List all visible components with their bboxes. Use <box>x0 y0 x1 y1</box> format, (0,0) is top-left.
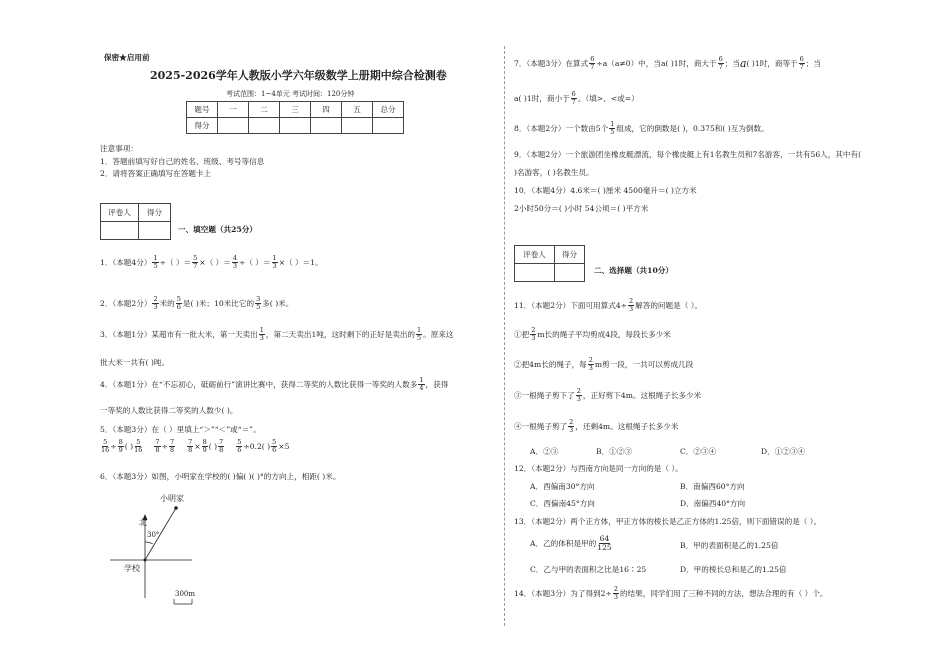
q-text: ②把4m长的绳子，每 <box>514 359 587 369</box>
q-text: ÷a（a≠0）中，当a( )1时，商大于 <box>596 58 717 68</box>
fraction: $\frac{5}{16}$ <box>101 438 110 454</box>
secret-label: 保密★启用前 <box>104 53 150 62</box>
q-text: ，第二天卖出1吨，这时剩下的正好是卖出的 <box>265 329 416 339</box>
q-text: ，正好剪下4m。这根绳子长多少米 <box>582 390 702 400</box>
grader-label: 评卷人 <box>101 204 139 222</box>
option-3 <box>514 388 701 402</box>
column-divider <box>504 46 505 626</box>
q-text: A．乙的体积是甲的 <box>530 538 597 548</box>
score-cell[interactable] <box>311 118 342 134</box>
choice-a[interactable]: A．西偏南30°方向 <box>530 482 595 491</box>
choice-c[interactable]: C．乙与甲的表面积之比是16∶25 <box>530 565 647 574</box>
fraction: $\frac{8}{9}$ <box>118 438 123 454</box>
map-school-label: 学校 <box>124 564 140 573</box>
direction-map <box>100 488 240 610</box>
notes-title: 注意事项： <box>100 144 138 153</box>
question-7-cont <box>514 91 639 105</box>
choice-d[interactable]: D．①②③④ <box>761 447 806 456</box>
q-text: ，获得 <box>425 379 449 389</box>
score-cell: 二 <box>249 102 280 118</box>
score-cell[interactable] <box>249 118 280 134</box>
choice-b[interactable]: B．南偏西60°方向 <box>680 482 745 491</box>
q-text: 多( )米。 <box>262 298 294 308</box>
question-1 <box>100 255 323 269</box>
fraction: $\frac{6}{7}$ <box>799 55 804 71</box>
question-6: 6．（本题3分）如图，小明家在学校的( )偏( )( )°的方向上，相距( )米。 <box>100 472 341 481</box>
q-text: ( )1时，商等于 <box>746 58 798 68</box>
question-12: 12．（本题2分）与西南方向是同一方向的是（ ）。 <box>514 464 683 473</box>
section-title: 一、填空题（共25分） <box>178 225 257 234</box>
q-text: 解答的问题是（ ）。 <box>635 300 703 310</box>
choice-b[interactable]: B．甲的表面积是乙的1.25倍 <box>680 541 779 550</box>
score-cell: 得分 <box>187 118 218 134</box>
question-5-items <box>100 439 289 453</box>
q-text: ①把 <box>514 329 530 339</box>
fraction: $\frac{1}{4}$ <box>419 376 424 392</box>
q-text: 是( )米；10米比它的 <box>182 298 255 308</box>
grader-label: 得分 <box>139 204 171 222</box>
question-7 <box>514 56 821 70</box>
angle-arc <box>145 542 153 544</box>
q-text: a <box>739 56 747 70</box>
choice-d[interactable]: D．南偏西40°方向 <box>680 499 746 508</box>
q-text: 1．（本题4分） <box>100 257 152 267</box>
q-text: 11．（本题2分）下面可用算式4÷ <box>514 300 628 310</box>
fraction: $\frac{2}{3}$ <box>613 585 618 601</box>
fraction: $\frac{7}{8}$ <box>188 438 193 454</box>
q-text: ③一根绳子剪下了 <box>514 390 575 400</box>
q-text: ，还剩4m。这根绳子长多少米 <box>575 421 679 431</box>
q-text: ④一根绳子剪了 <box>514 421 568 431</box>
choice-a[interactable]: A．②③ <box>530 447 559 456</box>
fraction: $\frac{1}{5}$ <box>417 326 422 342</box>
q-text: m剪一段，一共可以剪成几段 <box>594 359 694 369</box>
option-1 <box>514 327 671 341</box>
q-text: 2．（本题2分） <box>100 298 152 308</box>
question-4-cont: 一等奖的人数比获得二等奖的人数少( )。 <box>100 406 238 415</box>
school-point <box>144 559 147 562</box>
grader-label: 得分 <box>555 246 585 264</box>
q-text: ( ) <box>124 441 134 451</box>
score-cell: 三 <box>280 102 311 118</box>
q-text: 的结果，同学们用了三种不同的方法，想法合理的有（ ）个。 <box>619 588 828 598</box>
q-text: 14．（本题3分）为了得到2÷ <box>514 588 612 598</box>
q-text: × <box>194 441 201 451</box>
question-10: 10．（本题4分）4.6米＝( )厘米 4500毫升＝( )立方米 <box>514 186 697 195</box>
section-title: 二、选择题（共10分） <box>594 266 673 275</box>
q-text: ；当 <box>724 58 740 68</box>
fraction: $\frac{1}{5}$ <box>153 254 158 270</box>
map-scale-label: 300m <box>175 590 195 598</box>
page-title: 2025-2026学年人教版小学六年级数学上册期中综合检测卷 <box>150 69 447 82</box>
question-3-cont: 批大米一共有( )吨。 <box>100 358 170 367</box>
fraction: $\frac{6}{7}$ <box>718 55 723 71</box>
q-text: 组成，它的倒数是( )，0.375和( )互为倒数。 <box>616 123 769 133</box>
option-2 <box>514 357 693 371</box>
fraction: $\frac{5}{6}$ <box>237 438 242 454</box>
fraction: $\frac{2}{3}$ <box>629 297 634 313</box>
q-text: 米的 <box>159 298 175 308</box>
choice-c[interactable]: C．②③④ <box>680 447 717 456</box>
exam-scope: 考试范围：1~4单元 考试时间：120分钟 <box>226 90 355 98</box>
score-table <box>186 101 404 134</box>
q-text: a( )1时，商小于 <box>514 93 570 103</box>
question-2 <box>100 296 293 310</box>
fraction: $\frac{1}{3}$ <box>259 326 264 342</box>
q-text: 7．（本题3分）在算式 <box>514 58 589 68</box>
q-text: 。原来这 <box>423 329 454 339</box>
question-9-cont: )名游客，( )名教生员。 <box>514 168 594 177</box>
fraction: $\frac{5}{6}$ <box>176 295 181 311</box>
score-cell: 四 <box>311 102 342 118</box>
question-3 <box>100 327 454 341</box>
q-text: ×（ ）＝1。 <box>278 257 323 267</box>
map-north-label: 北 <box>139 518 147 527</box>
fraction: $\frac{2}{3}$ <box>569 418 574 434</box>
fraction: $\frac{2}{3}$ <box>531 326 536 342</box>
score-cell: 总分 <box>373 102 404 118</box>
q-text: m长的绳子平均剪成4段，每段长多少米 <box>537 329 671 339</box>
q-text: 3．（本题1分）某超市有一批大米，第一天卖出 <box>100 329 258 339</box>
fraction: $\frac{7}{8}$ <box>155 438 160 454</box>
q-text: ÷0.2( ) <box>243 441 271 451</box>
q-text: 。（填>、<或=） <box>577 93 639 103</box>
grader-label: 评卷人 <box>515 246 555 264</box>
score-cell: 五 <box>342 102 373 118</box>
fraction: $\frac{6}{7}$ <box>590 55 595 71</box>
q-text: ÷ <box>110 441 117 451</box>
grader-cell[interactable] <box>139 222 171 240</box>
q-text: ÷ <box>161 441 168 451</box>
question-8 <box>514 121 769 135</box>
fraction: $\frac{2}{3}$ <box>153 295 158 311</box>
map-angle-label: 30° <box>147 531 160 539</box>
choice-a[interactable] <box>530 535 613 551</box>
map-home-label: 小明家 <box>160 494 184 503</box>
fraction: $\frac{5}{6}$ <box>272 438 277 454</box>
score-cell: 一 <box>218 102 249 118</box>
score-cell[interactable] <box>280 118 311 134</box>
fraction: $\frac{7}{8}$ <box>219 438 224 454</box>
q-text: ；当 <box>805 58 821 68</box>
question-10-cont: 2小时50分＝( )小时 54公顷＝( )平方米 <box>514 204 649 213</box>
fraction: $\frac{64}{125}$ <box>597 534 612 552</box>
grader-box <box>514 245 585 282</box>
grader-cell[interactable] <box>555 264 585 282</box>
fraction: $\frac{1}{5}$ <box>610 120 615 136</box>
q-text: ×（ ）＝ <box>199 257 231 267</box>
choice-d[interactable]: D．甲的棱长总和是乙的1.25倍 <box>680 565 787 574</box>
question-5: 5．（本题3分）在（ ）里填上“＞”“＜”或“＝”。 <box>100 425 261 434</box>
fraction: $\frac{5}{16}$ <box>134 438 143 454</box>
fraction: $\frac{1}{3}$ <box>272 254 277 270</box>
grader-box <box>100 203 171 240</box>
notes-item: 2．请将答案正确填写在答题卡上 <box>100 169 212 178</box>
fraction: $\frac{5}{7}$ <box>193 254 198 270</box>
q-text: 8．（本题2分）一个数由5个 <box>514 123 609 133</box>
fraction: $\frac{4}{3}$ <box>232 254 237 270</box>
fraction: $\frac{6}{7}$ <box>571 90 576 106</box>
q-text: ×5 <box>278 441 290 451</box>
fraction: $\frac{8}{9}$ <box>202 438 207 454</box>
fraction: $\frac{3}{5}$ <box>256 295 261 311</box>
option-4 <box>514 419 678 433</box>
score-cell[interactable] <box>373 118 404 134</box>
score-cell: 题号 <box>187 102 218 118</box>
question-4 <box>100 377 448 391</box>
grader-cell[interactable] <box>101 222 139 240</box>
q-text: 4．（本题1分）在“不忘初心，砥砺前行”演讲比赛中，获得二等奖的人数比获得一等奖的人数多 <box>100 379 418 389</box>
question-14 <box>514 586 827 600</box>
choice-b[interactable]: B．①②③ <box>596 447 632 456</box>
q-text: ÷（ ）＝ <box>238 257 271 267</box>
score-cell[interactable] <box>342 118 373 134</box>
notes-item: 1．答题前填写好自己的姓名、班级、考号等信息 <box>100 157 265 166</box>
question-9: 9．（本题2分）一个旅游团坐橡皮艇漂流，每个橡皮艇上有1名教生员和7名游客，一共有56人，其中有( <box>514 150 862 159</box>
question-13: 13．（本题2分）两个正方体，甲正方体的棱长是乙正方体的1.25倍，则下面错误的是（ ）。 <box>514 517 822 526</box>
choice-c[interactable]: C．西偏南45°方向 <box>530 499 595 508</box>
score-cell[interactable] <box>218 118 249 134</box>
question-11 <box>514 298 702 312</box>
home-point <box>174 506 178 510</box>
fraction: $\frac{2}{3}$ <box>576 387 581 403</box>
fraction: $\frac{2}{3}$ <box>588 356 593 372</box>
q-text: ( ) <box>208 441 218 451</box>
q-text: ÷（ ）＝ <box>159 257 192 267</box>
fraction: $\frac{7}{8}$ <box>169 438 175 454</box>
grader-cell[interactable] <box>515 264 555 282</box>
